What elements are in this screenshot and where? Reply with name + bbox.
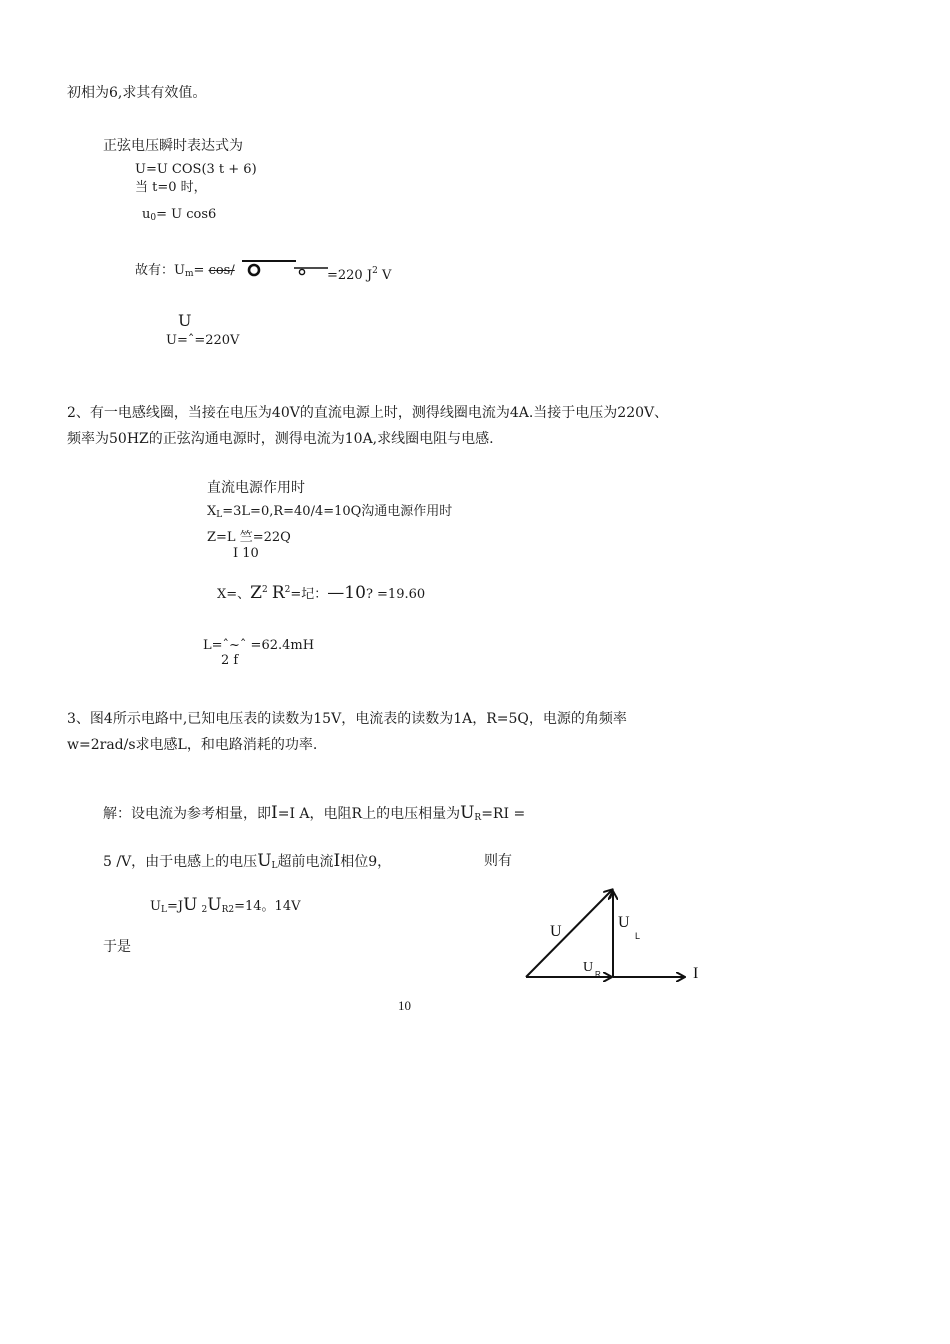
page-number: 10 bbox=[398, 998, 411, 1013]
formula-line: U=U COS(3 t + 6) bbox=[135, 162, 257, 177]
solution-line-1: 解：设电流为参考相量，即I=I A，电阻R上的电压相量为$U_R=RI$ = bbox=[103, 803, 526, 823]
label-UL-sub: L bbox=[635, 931, 641, 941]
vector-U bbox=[526, 890, 612, 977]
question-3-line-2: w=2rad/s求电感L，和电路消耗的功率. bbox=[67, 737, 318, 753]
text-line-intro: 初相为6,求其有效值。 bbox=[67, 85, 207, 101]
label-UR: U bbox=[583, 960, 594, 975]
label-U: U bbox=[550, 923, 562, 940]
solution-line-2: 5 /V，由于电感上的电压$U_L$超前电流I相位9， bbox=[103, 851, 392, 871]
text-then: 则有 bbox=[484, 853, 512, 869]
fraction-top: U bbox=[178, 311, 192, 330]
formula-line: $X_L=3L=0,R=40/4=10Q$沟通电源作用时 bbox=[207, 504, 453, 520]
text-line: 当 t=0 时， bbox=[135, 180, 207, 195]
formula-line: U=ˆ=220V bbox=[166, 333, 240, 348]
text-line: 直流电源作用时 bbox=[207, 480, 305, 496]
formula-line: =220 $J^2$ V bbox=[327, 266, 392, 283]
formula-line: $U_L=JU$ $_2U_{R2}=14$。14V bbox=[150, 895, 301, 915]
formula-line: L=ˆ~ˆ =62.4mH bbox=[203, 638, 315, 653]
question-3-line-1: 3、图4所示电路中,已知电压表的读数为15V，电流表的读数为1A，R=5Q，电源的角频率 bbox=[67, 711, 627, 727]
question-2-line-1: 2、有一电感线圈，当接在电压为40V的直流电源上时，测得线圈电流为4A.当接于电压为220V、 bbox=[67, 405, 669, 421]
circle-glyph bbox=[236, 258, 336, 282]
fraction-denominator: 2 f bbox=[221, 653, 239, 668]
phasor-diagram bbox=[520, 880, 710, 990]
text-line: 正弦电压瞬时表达式为 bbox=[103, 138, 243, 154]
question-2-line-2: 频率为50HZ的正弦沟通电源时，测得电流为10A,求线圈电阻与电感. bbox=[67, 431, 494, 447]
formula-line: Z=L 竺=22Q bbox=[207, 530, 291, 545]
formula-line: X=、$Z^2$ $R^2=$圮：—10? =19.60 bbox=[217, 583, 426, 603]
formula-line: $u_0= U$ cos6 bbox=[142, 207, 217, 223]
fraction-denominator: I 10 bbox=[233, 546, 259, 561]
label-I: I bbox=[693, 965, 699, 982]
formula-line: 故有：$U_m= \cos/$ bbox=[135, 263, 235, 279]
label-UL: U bbox=[618, 914, 630, 931]
text-line: 于是 bbox=[103, 939, 131, 955]
label-UR-sub: R bbox=[595, 970, 601, 979]
